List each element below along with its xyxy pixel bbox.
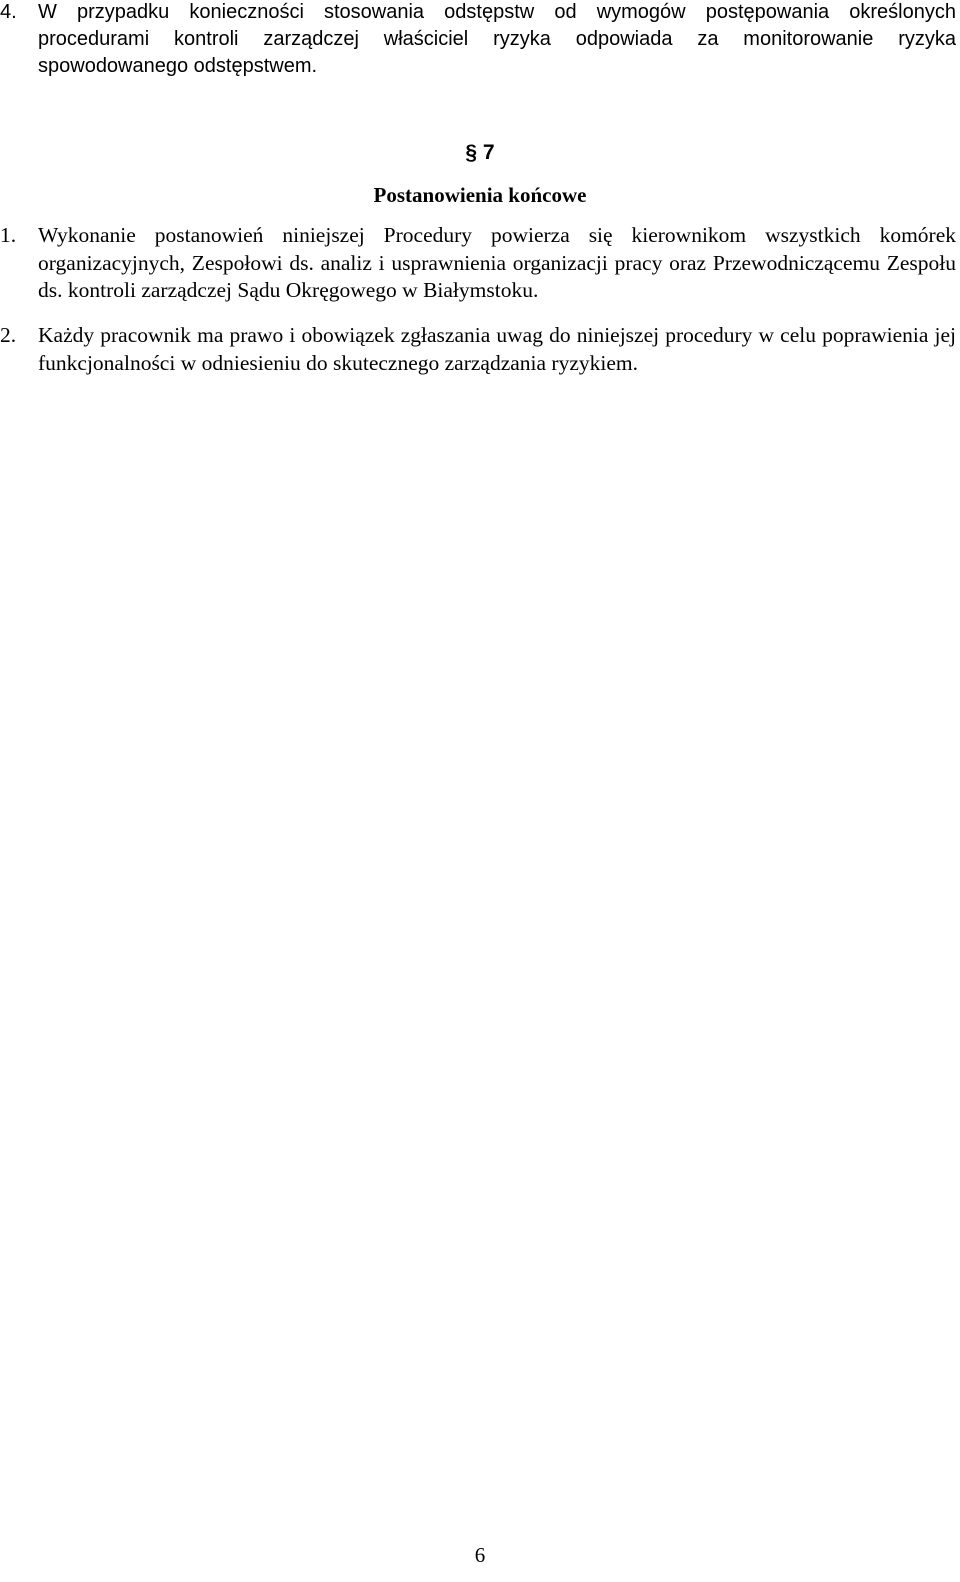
item-text: Każdy pracownik ma prawo i obowiązek zgłaszania uwag do niniejszej procedury w celu poprawienia jej funkcjonalności w odniesieniu do skutecznego zarządzania ryzykiem. <box>38 323 956 375</box>
section-title: Postanowienia końcowe <box>373 183 587 207</box>
item-number: 4. <box>0 1 17 23</box>
item-number: 1. <box>0 223 17 247</box>
item-number: 2. <box>0 323 17 347</box>
item-text: Wykonanie postanowień niniejszej Procedury powierza się kierownikom wszystkich komórek organizacyjnych, Zespołowi ds. analiz i usprawnienia organizacji pracy oraz Przewodniczącemu Zespołu ds. kontroli zarządczej Sądu Okręgowego w Białymstoku. <box>38 223 956 302</box>
page-number: 6 <box>474 1543 486 1567</box>
paragraph-item-1 <box>0 222 960 305</box>
paragraph-item-4 <box>0 0 960 80</box>
section-sign: § 7 <box>465 141 495 164</box>
paragraph-item-2 <box>0 322 960 377</box>
item-text: W przypadku konieczności stosowania odstępstw od wymogów postępowania określonych procedurami kontroli zarządczej właściciel ryzyka odpowiada za monitorowanie ryzyka spowodowanego odstępstwem. <box>38 1 956 77</box>
